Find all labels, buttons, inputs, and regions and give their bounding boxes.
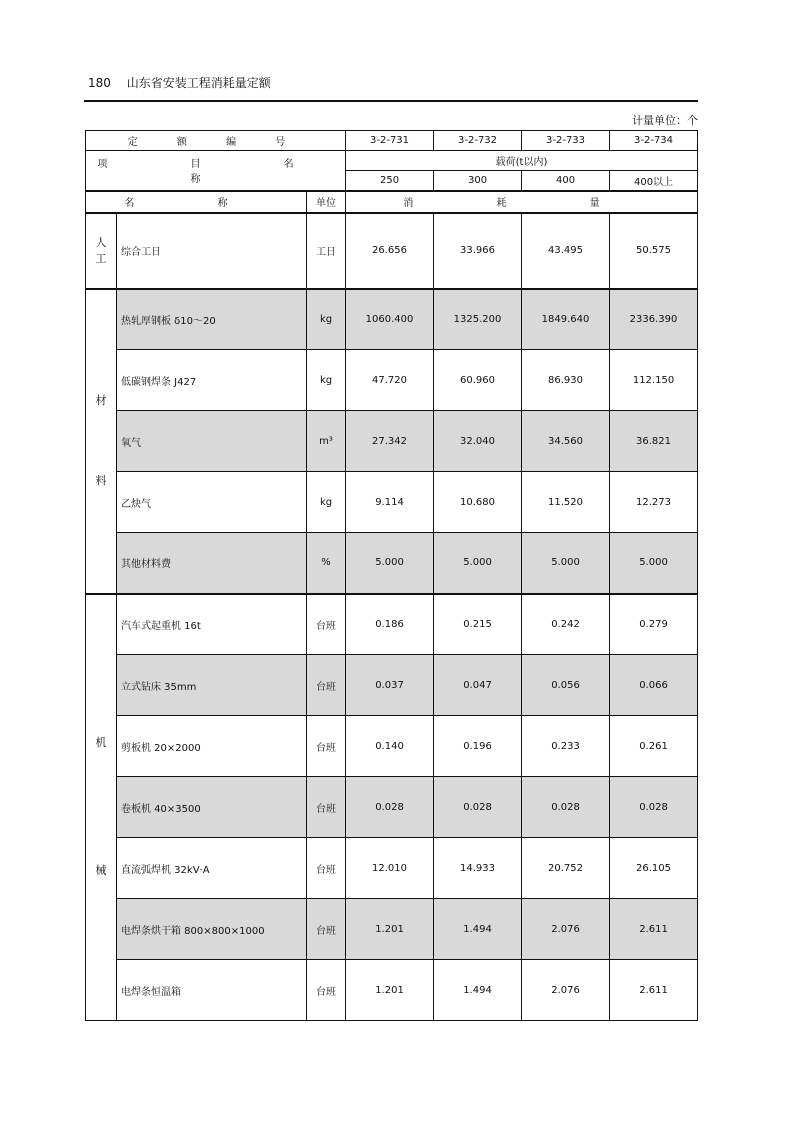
row-value: 36.821	[610, 411, 698, 472]
table-row	[86, 960, 698, 1021]
row-name: 热轧厚钢板 δ10～20	[117, 289, 307, 350]
row-value: 0.186	[346, 594, 434, 655]
row-value: 60.960	[434, 350, 522, 411]
table-row	[86, 411, 698, 472]
row-value: 0.028	[522, 777, 610, 838]
load-label: 载荷(t以内)	[346, 151, 698, 171]
row-unit: 台班	[307, 899, 346, 960]
row-value: 12.273	[610, 472, 698, 533]
row-name: 卷板机 40×3500	[117, 777, 307, 838]
row-value: 2.611	[610, 899, 698, 960]
name-label: 名 称	[86, 191, 307, 213]
table-row	[86, 777, 698, 838]
row-value: 0.047	[434, 655, 522, 716]
row-value: 2.076	[522, 960, 610, 1021]
row-value: 0.140	[346, 716, 434, 777]
row-unit: 台班	[307, 838, 346, 899]
code-cell: 3-2-731	[346, 131, 434, 151]
quota-code-row	[86, 131, 698, 151]
row-value: 0.215	[434, 594, 522, 655]
row-name: 汽车式起重机 16t	[117, 594, 307, 655]
table-row	[86, 594, 698, 655]
row-unit: 台班	[307, 655, 346, 716]
load-header-row	[86, 151, 698, 171]
row-value: 1.201	[346, 899, 434, 960]
row-value: 5.000	[610, 533, 698, 594]
row-value: 1325.200	[434, 289, 522, 350]
table-row	[86, 213, 698, 289]
row-value: 11.520	[522, 472, 610, 533]
row-name: 电焊条烘干箱 800×800×1000	[117, 899, 307, 960]
load-cell: 300	[434, 171, 522, 191]
column-header-row	[86, 191, 698, 213]
code-cell: 3-2-733	[522, 131, 610, 151]
row-value: 0.066	[610, 655, 698, 716]
row-value: 5.000	[346, 533, 434, 594]
row-value: 9.114	[346, 472, 434, 533]
row-value: 1.494	[434, 899, 522, 960]
row-value: 20.752	[522, 838, 610, 899]
page-header	[88, 74, 271, 91]
row-value: 0.233	[522, 716, 610, 777]
row-value: 5.000	[434, 533, 522, 594]
row-value: 1.494	[434, 960, 522, 1021]
row-unit: 台班	[307, 716, 346, 777]
row-value: 0.196	[434, 716, 522, 777]
row-value: 1.201	[346, 960, 434, 1021]
code-cell: 3-2-732	[434, 131, 522, 151]
load-cell: 250	[346, 171, 434, 191]
row-name: 低碳钢焊条 J427	[117, 350, 307, 411]
row-value: 0.028	[434, 777, 522, 838]
row-value: 112.150	[610, 350, 698, 411]
row-value: 0.242	[522, 594, 610, 655]
row-unit: 工日	[307, 213, 346, 289]
code-cell: 3-2-734	[610, 131, 698, 151]
table-row	[86, 716, 698, 777]
group-material: 材 料	[86, 289, 117, 594]
unit-note: 计量单位：个	[632, 114, 698, 127]
row-value: 0.261	[610, 716, 698, 777]
load-cell: 400	[522, 171, 610, 191]
row-value: 43.495	[522, 213, 610, 289]
unit-label: 单位	[307, 191, 346, 213]
table-row	[86, 899, 698, 960]
row-value: 86.930	[522, 350, 610, 411]
table-row	[86, 289, 698, 350]
group-machine: 机 械	[86, 594, 117, 1021]
table-row	[86, 472, 698, 533]
row-value: 5.000	[522, 533, 610, 594]
table-row	[86, 655, 698, 716]
item-label: 项 目 名 称	[86, 151, 346, 191]
row-unit: kg	[307, 472, 346, 533]
row-name: 直流弧焊机 32kV·A	[117, 838, 307, 899]
row-value: 2.611	[610, 960, 698, 1021]
row-value: 12.010	[346, 838, 434, 899]
row-name: 氧气	[117, 411, 307, 472]
row-value: 0.028	[610, 777, 698, 838]
row-value: 34.560	[522, 411, 610, 472]
row-name: 综合工日	[117, 213, 307, 289]
table-row	[86, 533, 698, 594]
row-name: 剪板机 20×2000	[117, 716, 307, 777]
quota-label: 定 额 编 号	[86, 131, 346, 151]
row-value: 0.037	[346, 655, 434, 716]
row-name: 乙炔气	[117, 472, 307, 533]
row-value: 0.056	[522, 655, 610, 716]
row-name: 其他材料费	[117, 533, 307, 594]
table-row	[86, 350, 698, 411]
load-cell: 400以上	[610, 171, 698, 191]
row-unit: kg	[307, 350, 346, 411]
row-value: 32.040	[434, 411, 522, 472]
quota-table	[85, 130, 698, 1021]
row-value: 26.656	[346, 213, 434, 289]
row-value: 1060.400	[346, 289, 434, 350]
group-labor: 人 工	[86, 213, 117, 289]
header-rule	[84, 100, 698, 102]
row-unit: kg	[307, 289, 346, 350]
row-value: 26.105	[610, 838, 698, 899]
row-value: 0.028	[346, 777, 434, 838]
row-value: 0.279	[610, 594, 698, 655]
row-unit: m³	[307, 411, 346, 472]
row-name: 电焊条恒温箱	[117, 960, 307, 1021]
row-name: 立式钻床 35mm	[117, 655, 307, 716]
consumption-label: 消 耗 量	[346, 191, 698, 213]
book-title: 山东省安装工程消耗量定额	[126, 76, 271, 90]
row-unit: %	[307, 533, 346, 594]
row-unit: 台班	[307, 777, 346, 838]
row-value: 10.680	[434, 472, 522, 533]
row-unit: 台班	[307, 960, 346, 1021]
table-row	[86, 838, 698, 899]
row-unit: 台班	[307, 594, 346, 655]
row-value: 2336.390	[610, 289, 698, 350]
row-value: 33.966	[434, 213, 522, 289]
row-value: 1849.640	[522, 289, 610, 350]
row-value: 2.076	[522, 899, 610, 960]
row-value: 14.933	[434, 838, 522, 899]
page-number: 180	[88, 76, 111, 90]
row-value: 27.342	[346, 411, 434, 472]
row-value: 47.720	[346, 350, 434, 411]
row-value: 50.575	[610, 213, 698, 289]
